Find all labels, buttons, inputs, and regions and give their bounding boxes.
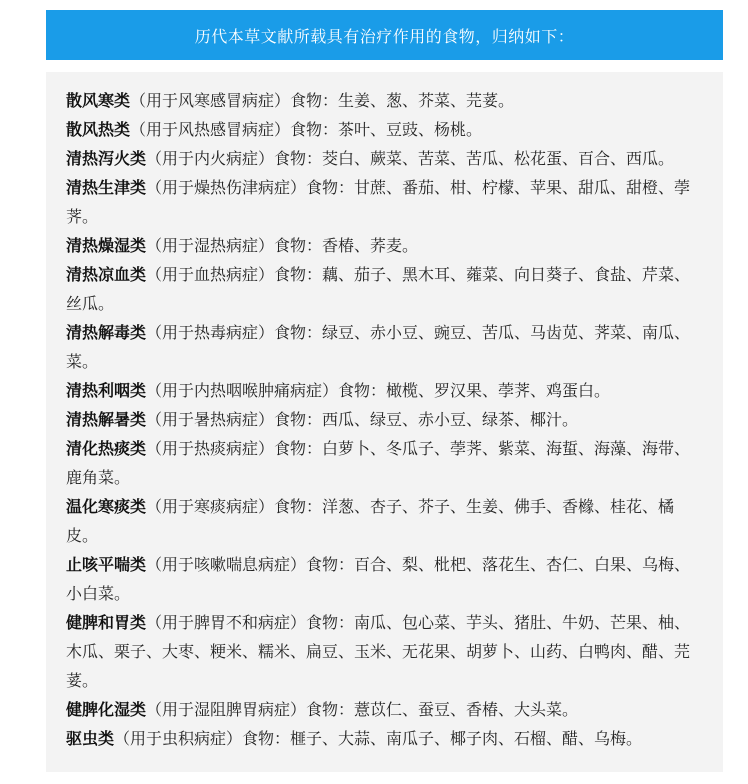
category-note: （用于脾胃不和病症） — [146, 613, 307, 632]
category-note: （用于风热感冒病症） — [130, 120, 291, 139]
food-list: 食物：西瓜、绿豆、赤小豆、绿茶、椰汁。 — [274, 410, 579, 429]
list-item — [66, 724, 703, 753]
category-name: 清热解暑类 — [66, 410, 147, 429]
category-note: （用于血热病症） — [146, 265, 275, 284]
category-note: （用于热毒病症） — [146, 323, 275, 342]
list-item — [66, 115, 703, 144]
food-list: 食物：百合、梨、枇杷、落花生、杏仁、白果、乌梅、小白菜。 — [66, 555, 691, 603]
food-list: 食物：茭白、蕨菜、苦菜、苦瓜、松花蛋、百合、西瓜。 — [274, 149, 675, 168]
food-list: 食物：榧子、大蒜、南瓜子、椰子肉、石榴、醋、乌梅。 — [242, 729, 643, 748]
category-name: 清热利咽类 — [66, 381, 147, 400]
category-note: （用于燥热伤津病症） — [146, 178, 307, 197]
category-name: 清热泻火类 — [66, 149, 147, 168]
category-note: （用于咳嗽喘息病症） — [146, 555, 307, 574]
category-note: （用于湿阻脾胃病症） — [146, 700, 307, 719]
food-list: 食物：白萝卜、冬瓜子、荸荠、紫菜、海蜇、海藻、海带、鹿角菜。 — [66, 439, 691, 487]
food-list: 食物：生姜、葱、芥菜、芫荽。 — [290, 91, 515, 110]
list-item — [66, 260, 703, 318]
category-note: （用于风寒感冒病症） — [130, 91, 291, 110]
category-name: 清热生津类 — [66, 178, 147, 197]
category-name: 清化热痰类 — [66, 439, 147, 458]
category-name: 健脾化湿类 — [66, 700, 147, 719]
category-name: 清热凉血类 — [66, 265, 147, 284]
intro-banner-text: 历代本草文献所载具有治疗作用的食物，归纳如下： — [194, 26, 575, 46]
category-name: 散风热类 — [66, 120, 131, 139]
category-note: （用于寒痰病症） — [146, 497, 275, 516]
category-note: （用于湿热病症） — [146, 236, 275, 255]
list-item — [66, 492, 703, 550]
list-item — [66, 695, 703, 724]
category-note: （用于内火病症） — [146, 149, 275, 168]
food-list: 食物：绿豆、赤小豆、豌豆、苦瓜、马齿苋、荠菜、南瓜、菜。 — [66, 323, 691, 371]
intro-banner — [46, 10, 723, 60]
category-name: 止咳平喘类 — [66, 555, 147, 574]
food-list: 食物：茶叶、豆豉、杨桃。 — [290, 120, 483, 139]
category-name: 驱虫类 — [66, 729, 115, 748]
category-name: 清热燥湿类 — [66, 236, 147, 255]
food-list-panel — [46, 72, 723, 772]
food-list: 食物：橄榄、罗汉果、荸荠、鸡蛋白。 — [338, 381, 611, 400]
food-list: 食物：洋葱、杏子、芥子、生姜、佛手、香橼、桂花、橘皮。 — [66, 497, 675, 545]
list-item — [66, 608, 703, 695]
category-note: （用于内热咽喉肿痛病症） — [146, 381, 339, 400]
category-note: （用于暑热病症） — [146, 410, 275, 429]
list-item — [66, 86, 703, 115]
category-name: 健脾和胃类 — [66, 613, 147, 632]
food-list: 食物：南瓜、包心菜、芋头、猪肚、牛奶、芒果、柚、木瓜、栗子、大枣、粳米、糯米、扁豆、玉米、无花果、胡萝卜、山药、白鸭肉、醋、芫荽。 — [66, 613, 691, 690]
list-item — [66, 376, 703, 405]
list-item — [66, 405, 703, 434]
category-note: （用于热痰病症） — [146, 439, 275, 458]
list-item — [66, 434, 703, 492]
list-item — [66, 144, 703, 173]
food-list: 食物：藕、茄子、黑木耳、蕹菜、向日葵子、食盐、芹菜、丝瓜。 — [66, 265, 691, 313]
list-item — [66, 231, 703, 260]
list-item — [66, 173, 703, 231]
article — [46, 10, 723, 772]
food-list: 食物：香椿、荞麦。 — [274, 236, 419, 255]
category-name: 清热解毒类 — [66, 323, 147, 342]
category-note: （用于虫积病症） — [114, 729, 243, 748]
list-item — [66, 318, 703, 376]
category-name: 温化寒痰类 — [66, 497, 147, 516]
category-name: 散风寒类 — [66, 91, 131, 110]
food-list: 食物：甘蔗、番茄、柑、柠檬、苹果、甜瓜、甜橙、荸荠。 — [66, 178, 691, 226]
list-item — [66, 550, 703, 608]
food-list: 食物：薏苡仁、蚕豆、香椿、大头菜。 — [306, 700, 579, 719]
